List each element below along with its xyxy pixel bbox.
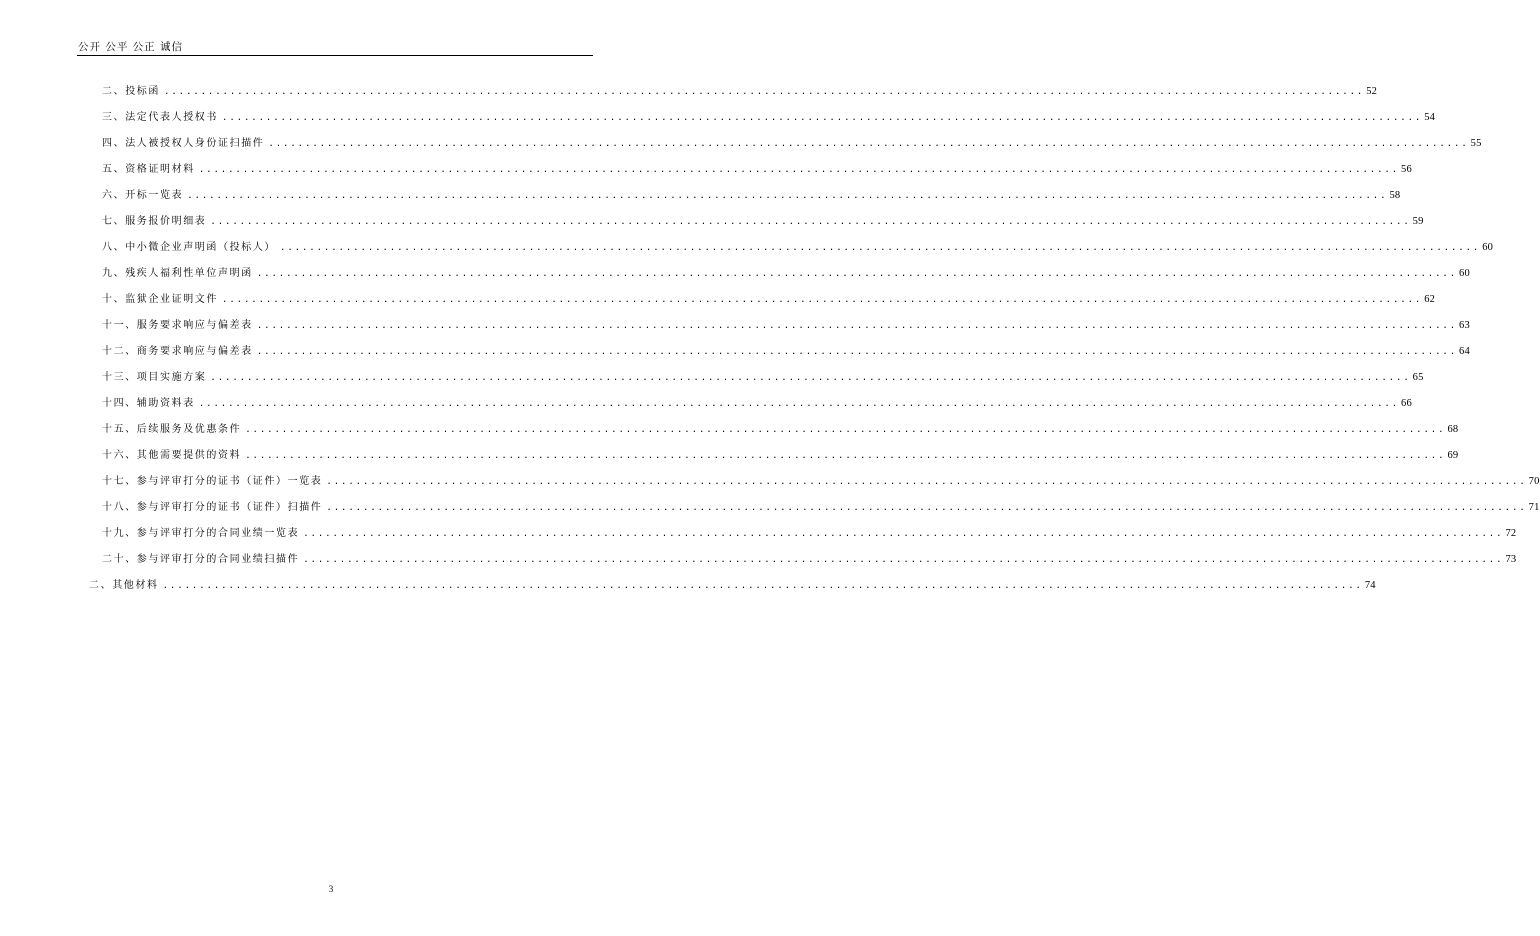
toc-entry-label: 十八、参与评审打分的证书（证件）扫描件 [102, 502, 323, 513]
toc-entry-page: 56 [1401, 164, 1412, 175]
toc-leader-dots: .................................................................................................................................................................... [256, 321, 1458, 331]
toc-leader-dots: .................................................................................................................................................................... [162, 581, 1363, 591]
toc-entry-label: 三、法定代表人授权书 [102, 112, 218, 123]
toc-leader-dots: .................................................................................................................................................................... [198, 399, 1400, 409]
toc-entry-label: 四、法人被授权人身份证扫描件 [102, 138, 265, 149]
toc-leader-dots: .................................................................................................................................................................... [210, 217, 1411, 227]
toc-entry[interactable] [102, 397, 1412, 411]
toc-leader-dots: .................................................................................................................................................................... [222, 113, 1423, 123]
toc-leader-dots: .................................................................................................................................................................... [256, 347, 1458, 357]
toc-entry-label: 六、开标一览表 [102, 190, 184, 201]
header-motto: 公开 公平 公正 诚信 [78, 41, 184, 53]
toc-entry-label: 二、投标函 [102, 86, 160, 97]
toc-entry[interactable] [102, 345, 1470, 359]
toc-entry-page: 71 [1528, 502, 1540, 513]
toc-entry[interactable] [102, 449, 1459, 463]
toc-entry[interactable] [102, 553, 1517, 567]
toc-leader-dots: .................................................................................................................................................................... [164, 87, 1365, 97]
toc-leader-dots: .................................................................................................................................................................... [280, 243, 1481, 253]
toc-leader-dots: .................................................................................................................................................................... [222, 295, 1423, 305]
toc-leader-dots: .................................................................................................................................................................... [268, 139, 1469, 149]
toc-entry[interactable] [102, 527, 1517, 541]
toc-entry-label: 十、监狱企业证明文件 [102, 294, 218, 305]
toc-entry[interactable] [102, 163, 1412, 177]
toc-entry-label: 十一、服务要求响应与偏差表 [102, 320, 253, 331]
toc-entry-page: 69 [1447, 450, 1459, 461]
toc-entry-label: 十六、其他需要提供的资料 [102, 450, 242, 461]
toc-leader-dots: .................................................................................................................................................................... [256, 269, 1458, 279]
toc-entry-label: 十四、辅助资料表 [102, 398, 195, 409]
toc-entry-page: 66 [1401, 398, 1412, 409]
toc-entry[interactable] [102, 475, 1540, 489]
toc-entry[interactable] [102, 189, 1401, 203]
toc-entry-label: 十二、商务要求响应与偏差表 [102, 346, 253, 357]
toc-entry-page: 60 [1459, 268, 1470, 279]
toc-entry-label: 十三、项目实施方案 [102, 372, 207, 383]
toc-leader-dots: .................................................................................................................................................................... [245, 451, 1446, 461]
toc-entry-label: 十九、参与评审打分的合同业绩一览表 [102, 528, 300, 539]
toc-leader-dots: .................................................................................................................................................................... [210, 373, 1411, 383]
page-number: 3 [328, 884, 334, 894]
header-rule [77, 55, 593, 56]
toc-leader-dots: .................................................................................................................................................................... [326, 503, 1527, 513]
toc-entry-page: 72 [1505, 528, 1517, 539]
toc-entry-page: 60 [1482, 242, 1494, 253]
toc-entry[interactable] [102, 241, 1494, 255]
toc-entry[interactable] [102, 371, 1424, 385]
toc-entry-label: 七、服务报价明细表 [102, 216, 207, 227]
toc-entry-page: 73 [1505, 554, 1517, 565]
toc-entry-page: 54 [1424, 112, 1436, 123]
toc-entry-label: 八、中小微企业声明函（投标人） [102, 242, 276, 253]
toc-entry-page: 64 [1459, 346, 1470, 357]
toc-entry-page: 58 [1389, 190, 1401, 201]
toc-entry-page: 63 [1459, 320, 1470, 331]
toc-entry-page: 74 [1364, 580, 1376, 591]
toc-leader-dots: .................................................................................................................................................................... [303, 555, 1504, 565]
toc-entry-label: 二十、参与评审打分的合同业绩扫描件 [102, 554, 300, 565]
toc-entry-page: 62 [1424, 294, 1436, 305]
toc-leader-dots: .................................................................................................................................................................... [187, 191, 1388, 201]
toc-entry[interactable] [102, 267, 1470, 281]
toc-leader-dots: .................................................................................................................................................................... [245, 425, 1446, 435]
toc-entry[interactable] [102, 85, 1378, 99]
toc-entry-page: 65 [1412, 372, 1424, 383]
toc-entry[interactable] [102, 423, 1459, 437]
toc-entry-page: 52 [1366, 86, 1378, 97]
toc-entry-page: 59 [1412, 216, 1424, 227]
toc-entry-label: 二、其他材料 [89, 580, 159, 591]
toc-entry-label: 九、残疾人福利性单位声明函 [102, 268, 253, 279]
toc-entry-page: 68 [1447, 424, 1459, 435]
toc-entry[interactable] [102, 293, 1436, 307]
toc-entry-label: 十五、后续服务及优惠条件 [102, 424, 242, 435]
toc-entry-label: 五、资格证明材料 [102, 164, 195, 175]
toc-entry[interactable] [102, 319, 1470, 333]
toc-entry-label: 十七、参与评审打分的证书（证件）一览表 [102, 476, 323, 487]
toc-leader-dots: .................................................................................................................................................................... [303, 529, 1504, 539]
toc-entry[interactable] [102, 215, 1424, 229]
toc-leader-dots: .................................................................................................................................................................... [198, 165, 1400, 175]
toc-entry-page: 55 [1470, 138, 1482, 149]
toc-entry[interactable] [89, 579, 1376, 593]
toc-entry-page: 70 [1528, 476, 1540, 487]
toc-entry[interactable] [102, 501, 1540, 515]
toc-leader-dots: .................................................................................................................................................................... [326, 477, 1527, 487]
toc-entry[interactable] [102, 137, 1482, 151]
toc-entry[interactable] [102, 111, 1436, 125]
